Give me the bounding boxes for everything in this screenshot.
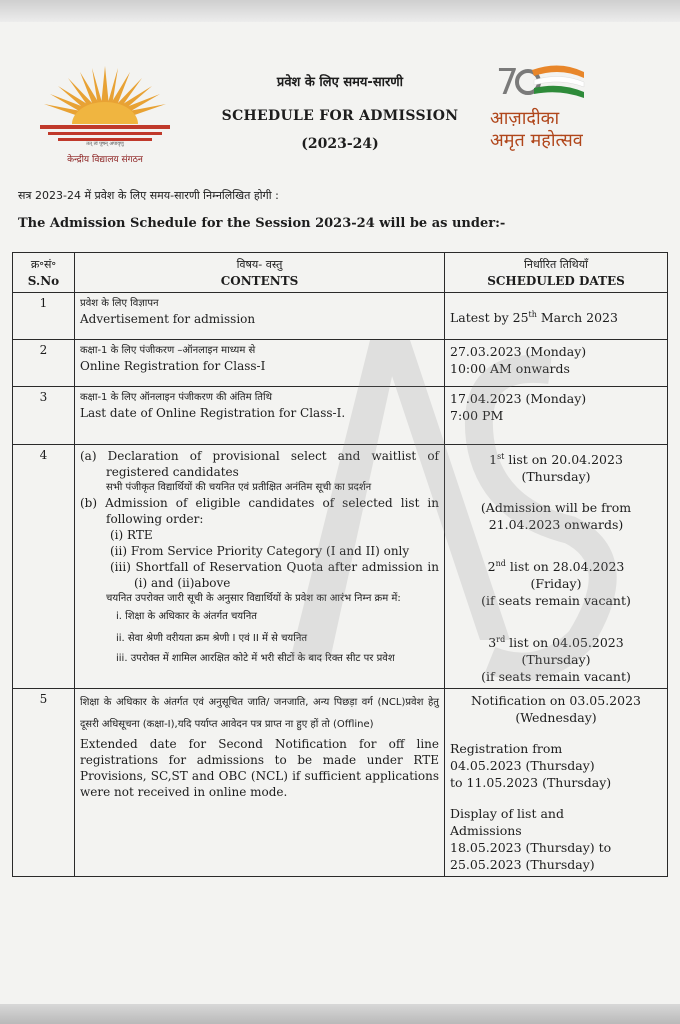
row-sno: 1: [13, 293, 75, 340]
row-date-line1: 27.03.2023 (Monday): [450, 344, 587, 359]
item-b-hindi: चयनित उपरोक्त जारी सूची के अनुसार विद्यार्थियों के प्रवेश का आरंभ निम्न क्रम में:: [106, 593, 401, 604]
intro-english: The Admission Schedule for the Session 2023-24 will be as under:-: [18, 216, 506, 231]
row-contents: [75, 340, 445, 387]
header-sno-english: S.No: [27, 274, 60, 288]
table-row: [13, 340, 668, 387]
notif-line1: Notification on 03.05.2023: [471, 693, 641, 709]
item-a-hindi: सभी पंजीकृत विद्यार्थियों की चयनित एवं प्रतीक्षित अनंतिम सूची का प्रदर्शन: [106, 482, 372, 493]
list3-num: 3: [488, 635, 497, 651]
row-date-line1: 17.04.2023 (Monday): [450, 391, 587, 406]
header-sno-hindi: क्र॰सं॰: [30, 258, 57, 271]
reg-line2: 04.05.2023 (Thursday): [450, 758, 595, 774]
list3-note: (if seats remain vacant): [481, 669, 631, 685]
row-contents: [75, 445, 445, 689]
spacer: [450, 533, 662, 555]
reg-line3: to 11.05.2023 (Thursday): [450, 775, 612, 791]
item-b-english: (b) Admission of eligible candidates of selected list in following order:: [80, 496, 439, 526]
svg-text:7: 7: [496, 62, 519, 103]
header-contents-hindi: विषय- वस्तु: [236, 258, 283, 271]
title-hindi: प्रवेश के लिए समय-सारणी: [276, 75, 404, 90]
row-contents: [75, 689, 445, 877]
list1-text: list on 20.04.2023: [504, 452, 623, 468]
list2-num: 2: [487, 559, 496, 575]
list1-num: 1: [489, 452, 498, 468]
table-row: [13, 445, 668, 689]
header-dates-english: SCHEDULED DATES: [487, 274, 625, 288]
row-date-line2: 10:00 AM onwards: [450, 361, 570, 376]
spacer: [450, 726, 662, 740]
header-contents-english: CONTENTS: [220, 274, 299, 288]
header-contents: [75, 253, 445, 293]
azadi-text-line2: अमृत महोत्सव: [490, 130, 583, 151]
row-date: [445, 387, 668, 445]
list2-text: list on 28.04.2023: [505, 559, 625, 575]
session-year: (2023-24): [301, 136, 379, 152]
row-contents-english: Advertisement for admission: [80, 312, 256, 326]
header-dates: [445, 253, 668, 293]
admission-schedule-table: [12, 252, 668, 877]
row-contents-english: Last date of Online Registration for Class-I.: [80, 406, 346, 420]
row-sno: 2: [13, 340, 75, 387]
row-date: [445, 340, 668, 387]
row-contents-hindi: कक्षा-1 के लिए पंजीकरण –ऑनलाइन माध्यम से: [80, 345, 256, 356]
kvs-motto: तत् त्वं पूषन् अपावृणु: [86, 141, 124, 147]
row-contents-english: Online Registration for Class-I: [80, 359, 266, 373]
row-sno: 5: [13, 689, 75, 877]
row-date-line2: 7:00 PM: [450, 408, 504, 423]
list2-day: (Friday): [530, 576, 582, 592]
table-row: [13, 689, 668, 877]
list1-day: (Thursday): [521, 469, 591, 485]
intro-hindi: सत्र 2023-24 में प्रवेश के लिए समय-सारणी निम्नलिखित होगी :: [18, 189, 279, 202]
row-date-text: [450, 306, 662, 326]
row-date: [445, 293, 668, 340]
title-block: [190, 72, 490, 152]
table-header-row: [13, 253, 668, 293]
list2-sup: nd: [495, 559, 506, 569]
row-contents: [75, 293, 445, 340]
spacer: [450, 485, 662, 499]
spacer: [450, 791, 662, 805]
notif-line2: (Wednesday): [515, 710, 597, 726]
header-dates-hindi: निर्धारित तिथियाँ: [524, 258, 588, 271]
row-sno: 3: [13, 387, 75, 445]
row-contents-english: Extended date for Second Notification for off line registrations for admissions to be made under RTE Provisions, SC,ST and OBC (NCL) if sufficient applications were not received in online mode.: [80, 737, 439, 800]
disp-line1: Display of list and: [450, 806, 564, 822]
item-b-hindi-ii: ii. सेवा श्रेणी वरीयता क्रम श्रेणी I एवं II में से चयनित: [116, 633, 308, 644]
list2-date: [450, 555, 662, 575]
disp-line3: 18.05.2023 (Thursday) to: [450, 840, 612, 856]
item-b-i: (i) RTE: [110, 528, 153, 542]
list3-date: [450, 631, 662, 651]
list2-note: (if seats remain vacant): [481, 593, 631, 609]
item-b-ii: (ii) From Service Priority Category (I and II) only: [110, 544, 410, 558]
disp-line4: 25.05.2023 (Thursday): [450, 857, 595, 873]
date-suffix-sup: th: [528, 309, 537, 319]
azadi-text-line1: आज़ादीका: [490, 108, 560, 129]
item-b-hindi-iii: iii. उपरोक्त में शामिल आरक्षित कोटे में भरी सीटों के बाद रिक्त सीट पर प्रवेश: [116, 653, 395, 664]
bottom-edge-shadow: [0, 1004, 680, 1024]
date-suffix: March 2023: [536, 310, 618, 326]
date-prefix: Latest by 25: [450, 310, 529, 326]
row-contents-hindi: प्रवेश के लिए विज्ञापन: [80, 298, 159, 309]
row-sno: 4: [13, 445, 75, 689]
kvs-sun-logo-icon: [30, 46, 180, 166]
item-b-iii: (iii) Shortfall of Reservation Quota after admission in (i) and (ii)above: [110, 560, 439, 590]
table-row: [13, 293, 668, 340]
reg-line1: Registration from: [450, 741, 563, 757]
list1-date: [450, 448, 662, 468]
row-date: [445, 689, 668, 877]
top-edge-shadow: [0, 0, 680, 22]
title-english: SCHEDULE FOR ADMISSION: [221, 108, 459, 124]
row-date: [445, 445, 668, 689]
disp-line2: Admissions: [450, 823, 522, 839]
row-contents-hindi: कक्षा-1 के लिए ऑनलाइन पंजीकरण की अंतिम तिथि: [80, 392, 272, 403]
row-contents-hindi: शिक्षा के अधिकार के अंतर्गत एवं अनुसूचित जाति/ जनजाति, अन्य पिछड़ा वर्ग (NCL)प्रवेश हेतु दूसरी अधिसूचना (कक्षा-I),यदि पर्याप्त आवेदन पत्र प्राप्त ना हुए हों तो (Offline): [80, 697, 439, 731]
table-row: [13, 387, 668, 445]
kvs-caption: केन्द्रीय विद्यालय संगठन: [67, 155, 143, 165]
list3-day: (Thursday): [521, 652, 591, 668]
list1-note: (Admission will be from 21.04.2023 onwards): [480, 500, 632, 533]
header-sno: [13, 253, 75, 293]
item-a-english: (a) Declaration of provisional select and waitlist of registered candidates: [80, 449, 439, 479]
list1-sup: st: [497, 452, 505, 461]
row-contents: [75, 387, 445, 445]
list3-text: list on 04.05.2023: [505, 635, 624, 651]
item-b-hindi-i: i. शिक्षा के अधिकार के अंतर्गत चयनित: [116, 611, 257, 622]
spacer: [450, 609, 662, 631]
document-header: [0, 40, 680, 170]
list3-sup: rd: [496, 635, 506, 645]
